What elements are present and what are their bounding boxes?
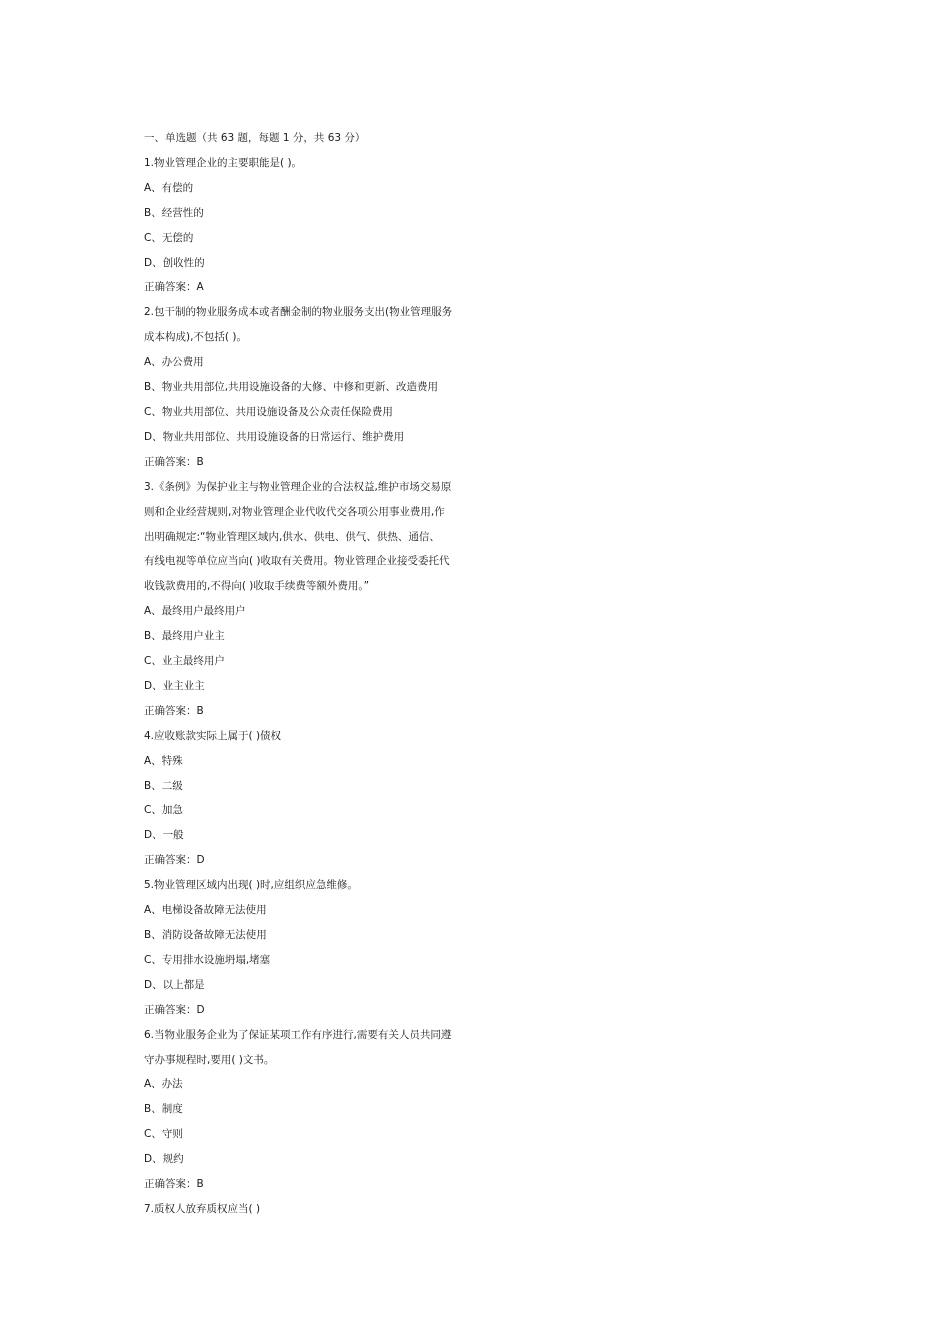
option-d: D、业主业主 <box>144 679 205 692</box>
question-5: 5.物业管理区域内出现( )时,应组织应急维修。 <box>144 879 358 892</box>
question-2: 2.包干制的物业服务成本或者酬金制的物业服务支出(物业管理服务 <box>144 306 453 319</box>
answer-2: 正确答案：B <box>144 455 204 468</box>
answer-4: 正确答案：D <box>144 854 205 867</box>
option-b: B、二级 <box>144 779 183 792</box>
question-6-cont: 守办事规程时,要用( )文书。 <box>144 1053 275 1066</box>
answer-6: 正确答案：B <box>144 1178 204 1191</box>
option-a: A、办公费用 <box>144 356 204 369</box>
section-heading: 一、单选题（共 63 题，每题 1 分，共 63 分） <box>144 132 366 144</box>
answer-1: 正确答案：A <box>144 281 204 294</box>
question-3-cont: 收钱款费用的,不得向( )收取手续费等额外费用。” <box>144 580 370 593</box>
option-a: A、电梯设备故障无法使用 <box>144 904 267 917</box>
option-d: D、规约 <box>144 1153 184 1166</box>
question-4: 4.应收账款实际上属于( )债权 <box>144 729 282 742</box>
question-3-cont: 则和企业经营规则,对物业管理企业代收代交各项公用事业费用,作 <box>144 505 445 518</box>
option-c: C、业主最终用户 <box>144 655 225 668</box>
option-d: D、创收性的 <box>144 256 205 269</box>
document-body <box>144 126 474 1222</box>
question-1: 1.物业管理企业的主要职能是( )。 <box>144 156 303 169</box>
answer-3: 正确答案：B <box>144 704 204 717</box>
option-b: B、最终用户业主 <box>144 630 225 643</box>
question-3-cont: 出明确规定:“物业管理区域内,供水、供电、供气、供热、通信、 <box>144 530 440 543</box>
question-3: 3.《条例》为保护业主与物业管理企业的合法权益,维护市场交易原 <box>144 480 452 493</box>
option-c: C、专用排水设施坍塌,堵塞 <box>144 953 271 966</box>
option-b: B、物业共用部位,共用设施设备的大修、中修和更新、改造费用 <box>144 381 439 394</box>
answer-5: 正确答案：D <box>144 1003 205 1016</box>
option-a: A、最终用户最终用户 <box>144 605 246 618</box>
question-7: 7.质权人放弃质权应当( ) <box>144 1202 261 1215</box>
option-a: A、办法 <box>144 1078 183 1091</box>
question-6: 6.当物业服务企业为了保证某项工作有序进行,需要有关人员共同遵 <box>144 1028 452 1041</box>
option-c: C、物业共用部位、共用设施设备及公众责任保险费用 <box>144 405 393 418</box>
option-b: B、消防设备故障无法使用 <box>144 929 267 941</box>
option-b: B、制度 <box>144 1103 183 1116</box>
option-c: C、守则 <box>144 1128 183 1141</box>
option-a: A、有偿的 <box>144 181 194 194</box>
option-b: B、经营性的 <box>144 206 204 219</box>
option-a: A、特殊 <box>144 754 183 767</box>
option-d: D、物业共用部位、共用设施设备的日常运行、维护费用 <box>144 430 405 443</box>
option-c: C、加急 <box>144 804 183 817</box>
option-d: D、一般 <box>144 829 184 842</box>
option-d: D、以上都是 <box>144 978 205 991</box>
question-2-cont: 成本构成),不包括( )。 <box>144 331 247 344</box>
option-c: C、无偿的 <box>144 231 194 244</box>
question-3-cont: 有线电视等单位应当向( )收取有关费用。物业管理企业接受委托代 <box>144 555 450 568</box>
